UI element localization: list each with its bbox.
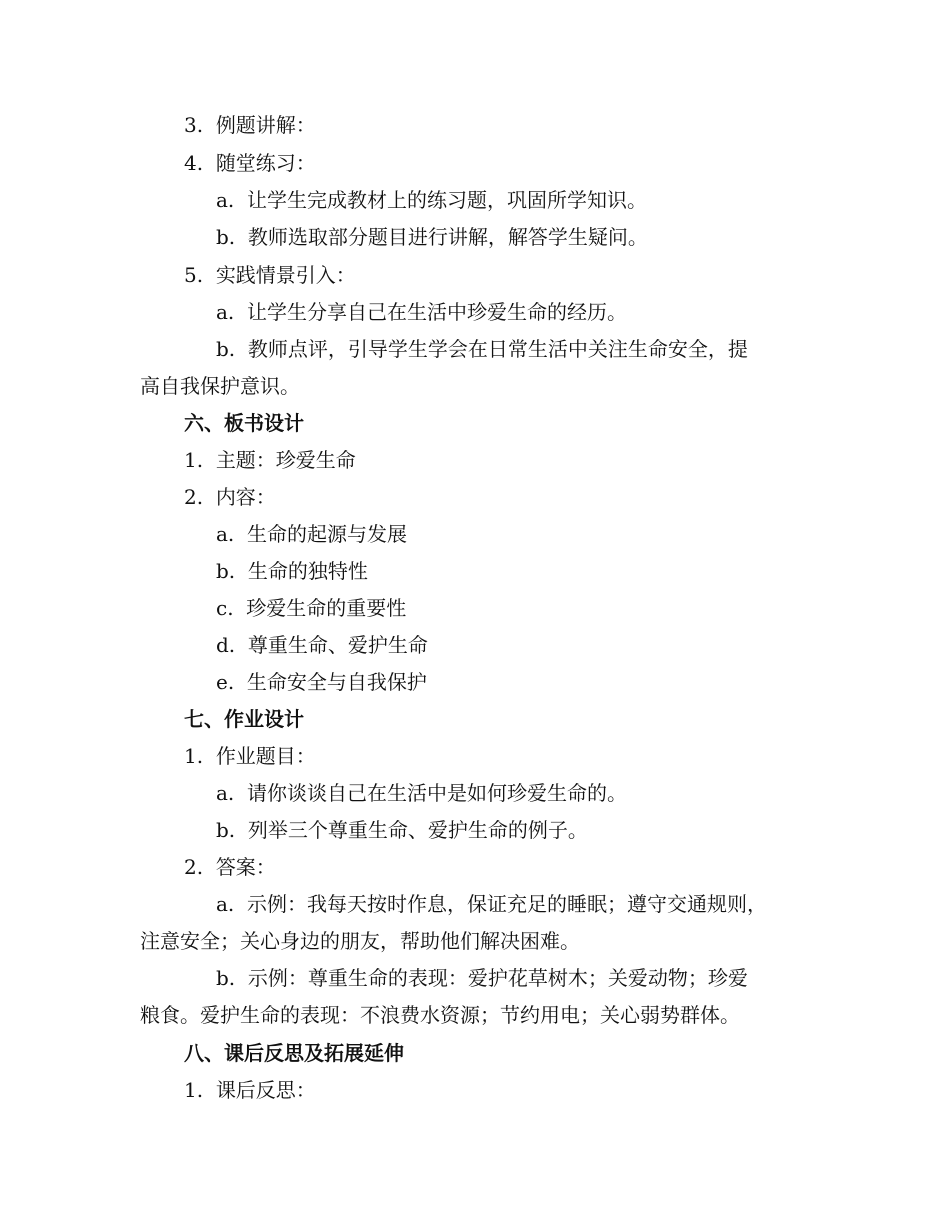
item-text: 例题讲解： <box>215 113 316 137</box>
item-number: 1. <box>184 744 204 768</box>
item-number: 1. <box>184 448 204 472</box>
item-text: 生命安全与自我保护 <box>246 670 427 694</box>
item-letter: d. <box>216 633 236 657</box>
continuation-line: 粮食。爱护生命的表现：不浪费水资源；节约用电；关心弱势群体。 <box>140 1003 740 1027</box>
item-letter: a. <box>216 188 235 212</box>
item-letter: e. <box>216 670 235 694</box>
sub-list-item <box>216 780 627 806</box>
item-text: 让学生完成教材上的练习题，巩固所学知识。 <box>247 188 647 212</box>
list-item <box>184 262 356 288</box>
section-heading: 八、课后反思及拓展延伸 <box>184 1041 404 1065</box>
list-item <box>184 150 316 176</box>
list-item <box>184 484 276 510</box>
item-text: 生命的起源与发展 <box>247 522 407 546</box>
item-text: 答案： <box>215 855 276 879</box>
item-letter: b. <box>216 337 236 361</box>
item-letter: b. <box>216 559 236 583</box>
item-text: 生命的独特性 <box>247 559 368 583</box>
list-item <box>184 854 276 880</box>
sub-list-item <box>216 669 427 695</box>
item-letter: a. <box>216 522 235 546</box>
item-text: 珍爱生命的重要性 <box>246 596 407 620</box>
sub-list-item <box>216 632 428 658</box>
item-letter: b. <box>216 818 236 842</box>
item-number: 3. <box>184 113 204 137</box>
item-text: 尊重生命、爱护生命 <box>247 633 428 657</box>
list-item <box>184 112 316 138</box>
sub-list-item <box>216 965 748 991</box>
item-text: 主题：珍爱生命 <box>215 448 356 472</box>
item-number: 5. <box>184 263 204 287</box>
item-text: 让学生分享自己在生活中珍爱生命的经历。 <box>247 300 627 324</box>
sub-list-item <box>216 558 368 584</box>
sub-list-item <box>216 817 588 843</box>
item-text: 作业题目： <box>215 744 316 768</box>
section-heading: 六、板书设计 <box>184 411 304 435</box>
sub-list-item <box>216 891 767 917</box>
item-number: 2. <box>184 855 204 879</box>
item-number: 4. <box>184 151 204 175</box>
item-text: 教师点评，引导学生学会在日常生活中关注生命安全，提 <box>247 337 748 361</box>
item-letter: b. <box>216 966 236 990</box>
item-text: 示例：尊重生命的表现：爱护花草树木；关爱动物；珍爱 <box>247 966 748 990</box>
sub-list-item <box>216 224 648 250</box>
item-text: 请你谈谈自己在生活中是如何珍爱生命的。 <box>247 781 627 805</box>
item-letter: a. <box>216 300 235 324</box>
item-text: 随堂练习： <box>215 151 316 175</box>
item-text: 教师选取部分题目进行讲解，解答学生疑问。 <box>247 225 648 249</box>
sub-list-item <box>216 595 406 621</box>
list-item <box>184 743 316 769</box>
item-letter: c. <box>216 596 234 620</box>
item-text: 课后反思： <box>215 1078 316 1102</box>
list-item <box>184 447 356 473</box>
item-letter: a. <box>216 892 235 916</box>
list-item <box>184 1077 316 1103</box>
item-letter: b. <box>216 225 236 249</box>
item-text: 内容： <box>215 485 276 509</box>
item-text: 列举三个尊重生命、爱护生命的例子。 <box>247 818 588 842</box>
item-number: 2. <box>184 485 204 509</box>
continuation-line: 高自我保护意识。 <box>140 374 300 398</box>
continuation-line: 注意安全；关心身边的朋友，帮助他们解决困难。 <box>140 929 580 953</box>
item-text: 实践情景引入： <box>215 263 356 287</box>
section-heading: 七、作业设计 <box>184 707 304 731</box>
sub-list-item <box>216 299 627 325</box>
sub-list-item <box>216 521 407 547</box>
sub-list-item <box>216 187 647 213</box>
sub-list-item <box>216 336 748 362</box>
item-number: 1. <box>184 1078 204 1102</box>
item-letter: a. <box>216 781 235 805</box>
item-text: 示例：我每天按时作息，保证充足的睡眠；遵守交通规则， <box>247 892 767 916</box>
